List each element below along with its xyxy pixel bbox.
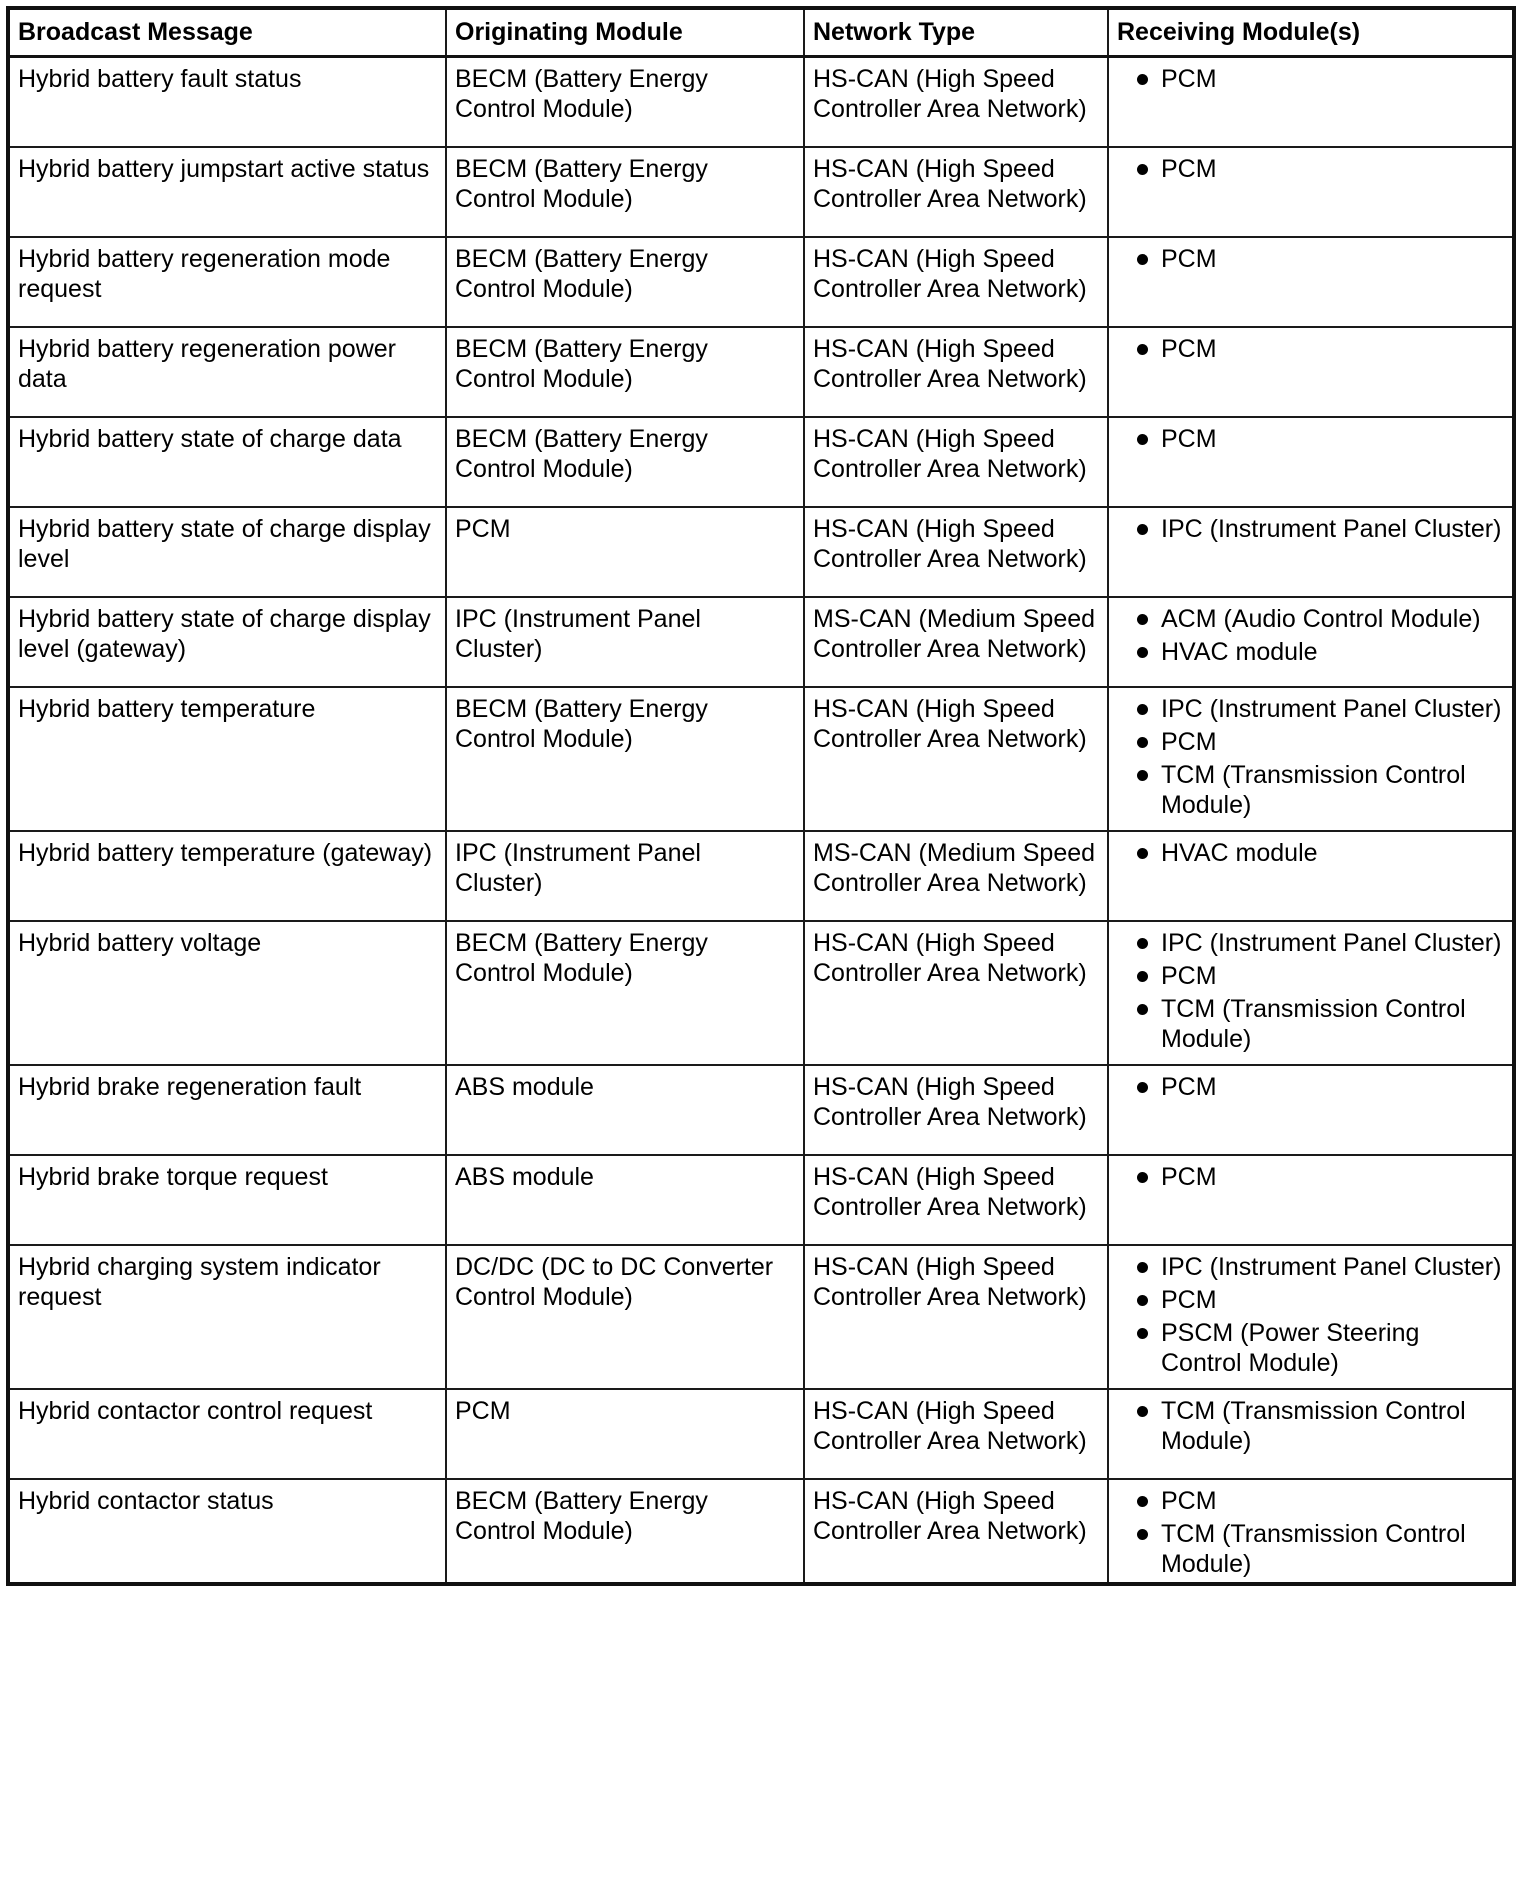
receiver-label: TCM (Transmission Control Module): [1161, 1396, 1466, 1455]
message-cell: Hybrid contactor control request: [8, 1389, 446, 1479]
bullet-icon: [1137, 971, 1148, 982]
header-broadcast-message: Broadcast Message: [8, 8, 446, 57]
receiving-modules-cell: [1108, 57, 1514, 147]
bullet-icon: [1137, 344, 1148, 355]
receiver-item: [1117, 694, 1504, 724]
network-type-cell: HS-CAN (High Speed Controller Area Network): [804, 687, 1108, 831]
message-cell: Hybrid battery temperature: [8, 687, 446, 831]
table-row: [8, 417, 1514, 507]
table-row: [8, 831, 1514, 921]
receiver-item: [1117, 838, 1504, 868]
receiver-list: [1117, 1252, 1504, 1378]
bullet-icon: [1137, 434, 1148, 445]
receiver-label: IPC (Instrument Panel Cluster): [1161, 694, 1502, 723]
message-cell: Hybrid battery state of charge display level (gateway): [8, 597, 446, 687]
receiver-list: [1117, 604, 1504, 667]
network-type-cell: HS-CAN (High Speed Controller Area Network): [804, 1245, 1108, 1389]
receiving-modules-cell: [1108, 1065, 1514, 1155]
receiver-item: [1117, 604, 1504, 634]
receiver-label: HVAC module: [1161, 637, 1318, 666]
originating-module-cell: BECM (Battery Energy Control Module): [446, 1479, 804, 1584]
message-cell: Hybrid battery state of charge data: [8, 417, 446, 507]
receiving-modules-cell: [1108, 147, 1514, 237]
receiver-label: IPC (Instrument Panel Cluster): [1161, 928, 1502, 957]
bullet-icon: [1137, 1406, 1148, 1417]
receiver-item: [1117, 637, 1504, 667]
table-row: [8, 597, 1514, 687]
receiver-label: PCM: [1161, 424, 1217, 453]
message-cell: Hybrid battery regeneration power data: [8, 327, 446, 417]
originating-module-cell: BECM (Battery Energy Control Module): [446, 237, 804, 327]
network-type-cell: HS-CAN (High Speed Controller Area Network): [804, 921, 1108, 1065]
receiver-label: TCM (Transmission Control Module): [1161, 994, 1466, 1053]
receiving-modules-cell: [1108, 1155, 1514, 1245]
receiver-label: IPC (Instrument Panel Cluster): [1161, 1252, 1502, 1281]
receiver-label: PSCM (Power Steering Control Module): [1161, 1318, 1420, 1377]
message-cell: Hybrid battery fault status: [8, 57, 446, 147]
bullet-icon: [1137, 1262, 1148, 1273]
bullet-icon: [1137, 1496, 1148, 1507]
table-row: [8, 1389, 1514, 1479]
table-row: [8, 57, 1514, 147]
receiving-modules-cell: [1108, 507, 1514, 597]
receiver-item: [1117, 1285, 1504, 1315]
originating-module-cell: PCM: [446, 1389, 804, 1479]
originating-module-cell: ABS module: [446, 1065, 804, 1155]
network-type-cell: HS-CAN (High Speed Controller Area Network): [804, 1155, 1108, 1245]
message-cell: Hybrid contactor status: [8, 1479, 446, 1584]
bullet-icon: [1137, 1082, 1148, 1093]
receiver-list: [1117, 334, 1504, 364]
network-type-cell: MS-CAN (Medium Speed Controller Area Network): [804, 831, 1108, 921]
receiver-label: PCM: [1161, 1162, 1217, 1191]
table-row: [8, 921, 1514, 1065]
message-cell: Hybrid charging system indicator request: [8, 1245, 446, 1389]
originating-module-cell: BECM (Battery Energy Control Module): [446, 417, 804, 507]
receiver-list: [1117, 1162, 1504, 1192]
bullet-icon: [1137, 1172, 1148, 1183]
receiving-modules-cell: [1108, 687, 1514, 831]
receiver-list: [1117, 514, 1504, 544]
receiver-item: [1117, 64, 1504, 94]
bullet-icon: [1137, 938, 1148, 949]
originating-module-cell: IPC (Instrument Panel Cluster): [446, 831, 804, 921]
message-cell: Hybrid battery state of charge display level: [8, 507, 446, 597]
receiver-label: PCM: [1161, 727, 1217, 756]
receiver-item: [1117, 334, 1504, 364]
receiver-item: [1117, 1519, 1504, 1579]
originating-module-cell: BECM (Battery Energy Control Module): [446, 57, 804, 147]
originating-module-cell: BECM (Battery Energy Control Module): [446, 687, 804, 831]
bullet-icon: [1137, 614, 1148, 625]
receiving-modules-cell: [1108, 237, 1514, 327]
bullet-icon: [1137, 1529, 1148, 1540]
receiver-item: [1117, 1486, 1504, 1516]
receiver-label: TCM (Transmission Control Module): [1161, 760, 1466, 819]
receiver-label: PCM: [1161, 334, 1217, 363]
receiver-label: PCM: [1161, 65, 1217, 93]
originating-module-cell: IPC (Instrument Panel Cluster): [446, 597, 804, 687]
receiver-item: [1117, 1252, 1504, 1282]
table-row: [8, 327, 1514, 417]
receiver-list: [1117, 838, 1504, 868]
receiver-label: TCM (Transmission Control Module): [1161, 1519, 1466, 1578]
receiver-item: [1117, 244, 1504, 274]
network-type-cell: HS-CAN (High Speed Controller Area Network): [804, 1065, 1108, 1155]
receiver-label: PCM: [1161, 1486, 1217, 1515]
table-row: [8, 1245, 1514, 1389]
originating-module-cell: DC/DC (DC to DC Converter Control Module): [446, 1245, 804, 1389]
table-header: [8, 8, 1514, 57]
receiving-modules-cell: [1108, 1245, 1514, 1389]
message-cell: Hybrid brake regeneration fault: [8, 1065, 446, 1155]
receiver-item: [1117, 514, 1504, 544]
receiving-modules-cell: [1108, 1479, 1514, 1584]
receiver-item: [1117, 154, 1504, 184]
network-type-cell: MS-CAN (Medium Speed Controller Area Network): [804, 597, 1108, 687]
receiving-modules-cell: [1108, 327, 1514, 417]
receiver-list: [1117, 928, 1504, 1054]
bullet-icon: [1137, 254, 1148, 265]
receiver-label: ACM (Audio Control Module): [1161, 604, 1481, 633]
network-type-cell: HS-CAN (High Speed Controller Area Network): [804, 507, 1108, 597]
receiver-item: [1117, 1396, 1504, 1456]
bullet-icon: [1137, 770, 1148, 781]
receiving-modules-cell: [1108, 417, 1514, 507]
bullet-icon: [1137, 524, 1148, 535]
table-row: [8, 507, 1514, 597]
receiver-item: [1117, 994, 1504, 1054]
receiver-item: [1117, 961, 1504, 991]
bullet-icon: [1137, 737, 1148, 748]
message-cell: Hybrid battery voltage: [8, 921, 446, 1065]
receiver-list: [1117, 424, 1504, 454]
message-cell: Hybrid battery temperature (gateway): [8, 831, 446, 921]
table-row: [8, 1479, 1514, 1584]
broadcast-message-table: [6, 6, 1516, 1586]
receiver-list: [1117, 1396, 1504, 1456]
receiving-modules-cell: [1108, 597, 1514, 687]
originating-module-cell: BECM (Battery Energy Control Module): [446, 327, 804, 417]
network-type-cell: HS-CAN (High Speed Controller Area Network): [804, 57, 1108, 147]
receiver-list: [1117, 1486, 1504, 1579]
network-type-cell: HS-CAN (High Speed Controller Area Network): [804, 1479, 1108, 1584]
table-body: [8, 57, 1514, 1584]
network-type-cell: HS-CAN (High Speed Controller Area Network): [804, 237, 1108, 327]
receiver-item: [1117, 1072, 1504, 1102]
receiver-label: PCM: [1161, 244, 1217, 273]
table-row: [8, 687, 1514, 831]
receiving-modules-cell: [1108, 831, 1514, 921]
bullet-icon: [1137, 1328, 1148, 1339]
table-row: [8, 1155, 1514, 1245]
bullet-icon: [1137, 704, 1148, 715]
bullet-icon: [1137, 1295, 1148, 1306]
table-row: [8, 147, 1514, 237]
bullet-icon: [1137, 647, 1148, 658]
receiver-item: [1117, 760, 1504, 820]
receiver-list: [1117, 154, 1504, 184]
receiver-label: PCM: [1161, 154, 1217, 183]
receiver-label: PCM: [1161, 961, 1217, 990]
message-cell: Hybrid brake torque request: [8, 1155, 446, 1245]
receiver-item: [1117, 1318, 1504, 1378]
network-type-cell: HS-CAN (High Speed Controller Area Network): [804, 417, 1108, 507]
table-row: [8, 237, 1514, 327]
originating-module-cell: PCM: [446, 507, 804, 597]
network-type-cell: HS-CAN (High Speed Controller Area Network): [804, 327, 1108, 417]
receiver-label: PCM: [1161, 1072, 1217, 1101]
receiver-list: [1117, 64, 1504, 94]
bullet-icon: [1137, 164, 1148, 175]
receiver-list: [1117, 694, 1504, 820]
receiver-list: [1117, 244, 1504, 274]
network-type-cell: HS-CAN (High Speed Controller Area Network): [804, 1389, 1108, 1479]
originating-module-cell: BECM (Battery Energy Control Module): [446, 147, 804, 237]
receiver-item: [1117, 928, 1504, 958]
header-originating-module: Originating Module: [446, 8, 804, 57]
receiver-label: HVAC module: [1161, 838, 1318, 867]
receiving-modules-cell: [1108, 1389, 1514, 1479]
network-type-cell: HS-CAN (High Speed Controller Area Network): [804, 147, 1108, 237]
receiving-modules-cell: [1108, 921, 1514, 1065]
bullet-icon: [1137, 848, 1148, 859]
header-receiving-modules: Receiving Module(s): [1108, 8, 1514, 57]
originating-module-cell: BECM (Battery Energy Control Module): [446, 921, 804, 1065]
receiver-item: [1117, 727, 1504, 757]
originating-module-cell: ABS module: [446, 1155, 804, 1245]
receiver-label: IPC (Instrument Panel Cluster): [1161, 514, 1502, 543]
receiver-item: [1117, 424, 1504, 454]
table-row: [8, 1065, 1514, 1155]
receiver-item: [1117, 1162, 1504, 1192]
header-row: [8, 8, 1514, 57]
message-cell: Hybrid battery jumpstart active status: [8, 147, 446, 237]
receiver-list: [1117, 1072, 1504, 1102]
message-cell: Hybrid battery regeneration mode request: [8, 237, 446, 327]
bullet-icon: [1137, 1004, 1148, 1015]
header-network-type: Network Type: [804, 8, 1108, 57]
bullet-icon: [1137, 74, 1148, 85]
receiver-label: PCM: [1161, 1285, 1217, 1314]
